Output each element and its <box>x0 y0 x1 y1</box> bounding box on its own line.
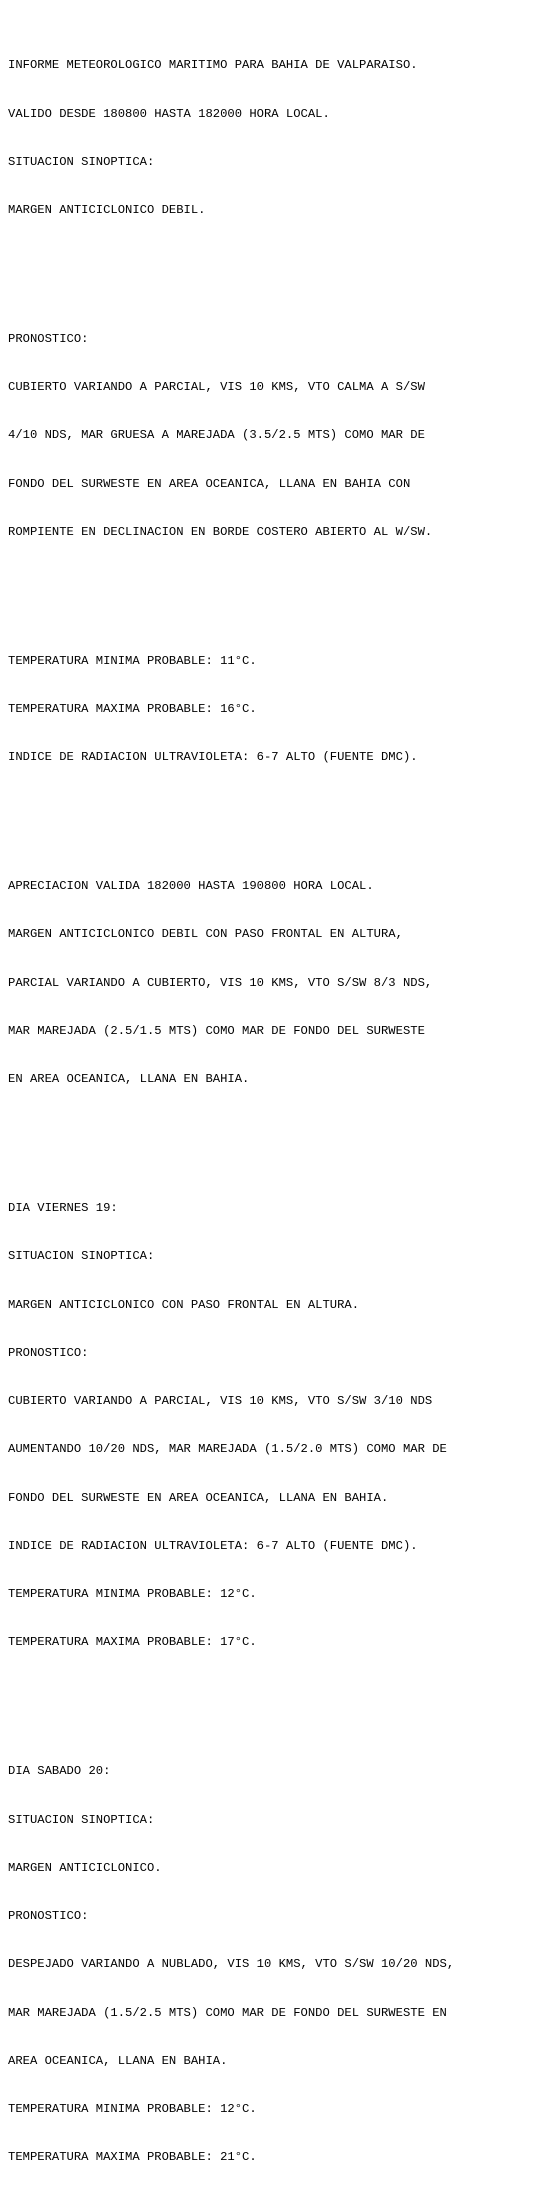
saturday-situation-heading: SITUACION SINOPTICA: <box>8 1812 155 1827</box>
friday-forecast-line: CUBIERTO VARIANDO A PARCIAL, VIS 10 KMS, VTO S/SW 3/10 NDS <box>8 1394 433 1409</box>
saturday-forecast-heading: PRONOSTICO: <box>8 1909 89 1924</box>
forecast-line: 4/10 NDS, MAR GRUESA A MAREJADA (3.5/2.5 MTS) COMO MAR DE <box>8 428 425 443</box>
appreciation-line: PARCIAL VARIANDO A CUBIERTO, VIS 10 KMS, VTO S/SW 8/3 NDS, <box>8 975 433 990</box>
appreciation-line: EN AREA OCEANICA, LLANA EN BAHIA. <box>8 1072 250 1087</box>
saturday-forecast-line: DESPEJADO VARIANDO A NUBLADO, VIS 10 KMS, VTO S/SW 10/20 NDS, <box>8 1957 455 1972</box>
appreciation-line: MARGEN ANTICICLONICO DEBIL CON PASO FRONTAL EN ALTURA, <box>8 927 403 942</box>
uv-index: INDICE DE RADIACION ULTRAVIOLETA: 6-7 ALTO (FUENTE DMC). <box>8 750 418 765</box>
friday-uv-index: INDICE DE RADIACION ULTRAVIOLETA: 6-7 ALTO (FUENTE DMC). <box>8 1538 418 1553</box>
forecast-line: FONDO DEL SURWESTE EN AREA OCEANICA, LLANA EN BAHIA CON <box>8 476 411 491</box>
weather-report <box>8 9 553 2198</box>
synoptic-situation-text: MARGEN ANTICICLONICO DEBIL. <box>8 203 206 218</box>
friday-temperature-max: TEMPERATURA MAXIMA PROBABLE: 17°C. <box>8 1635 257 1650</box>
forecast-line: ROMPIENTE EN DECLINACION EN BORDE COSTERO ABIERTO AL W/SW. <box>8 525 433 539</box>
friday-heading: DIA VIERNES 19: <box>8 1200 118 1215</box>
forecast-line: CUBIERTO VARIANDO A PARCIAL, VIS 10 KMS, VTO CALMA A S/SW <box>8 380 425 395</box>
saturday-situation-text: MARGEN ANTICICLONICO. <box>8 1860 162 1875</box>
saturday-forecast-line: AREA OCEANICA, LLANA EN BAHIA. <box>8 2053 228 2068</box>
blank-line <box>8 588 553 604</box>
forecast-heading: PRONOSTICO: <box>8 331 89 346</box>
appreciation-line: APRECIACION VALIDA 182000 HASTA 190800 HORA LOCAL. <box>8 879 374 894</box>
friday-forecast-heading: PRONOSTICO: <box>8 1345 89 1360</box>
friday-situation-text: MARGEN ANTICICLONICO CON PASO FRONTAL EN ALTURA. <box>8 1297 360 1312</box>
blank-line <box>8 1699 553 1715</box>
blank-line <box>8 814 553 830</box>
appreciation-line: MAR MAREJADA (2.5/1.5 MTS) COMO MAR DE FONDO DEL SURWESTE <box>8 1023 425 1038</box>
saturday-forecast-line: MAR MAREJADA (1.5/2.5 MTS) COMO MAR DE FONDO DEL SURWESTE EN <box>8 2005 447 2020</box>
saturday-temperature-max: TEMPERATURA MAXIMA PROBABLE: 21°C. <box>8 2150 257 2165</box>
friday-temperature-min: TEMPERATURA MINIMA PROBABLE: 12°C. <box>8 1587 257 1602</box>
saturday-heading: DIA SABADO 20: <box>8 1764 111 1779</box>
friday-forecast-line: FONDO DEL SURWESTE EN AREA OCEANICA, LLANA EN BAHIA. <box>8 1490 389 1505</box>
report-title: INFORME METEOROLOGICO MARITIMO PARA BAHIA DE VALPARAISO. <box>8 58 418 73</box>
temperature-max: TEMPERATURA MAXIMA PROBABLE: 16°C. <box>8 702 257 717</box>
blank-line <box>8 267 553 283</box>
validity-period: VALIDO DESDE 180800 HASTA 182000 HORA LOCAL. <box>8 106 330 121</box>
blank-line <box>8 1136 553 1152</box>
friday-forecast-line: AUMENTANDO 10/20 NDS, MAR MAREJADA (1.5/2.0 MTS) COMO MAR DE <box>8 1442 447 1457</box>
synoptic-situation-heading: SITUACION SINOPTICA: <box>8 154 155 169</box>
saturday-temperature-min: TEMPERATURA MINIMA PROBABLE: 12°C. <box>8 2102 257 2117</box>
temperature-min: TEMPERATURA MINIMA PROBABLE: 11°C. <box>8 653 257 668</box>
friday-situation-heading: SITUACION SINOPTICA: <box>8 1249 155 1264</box>
